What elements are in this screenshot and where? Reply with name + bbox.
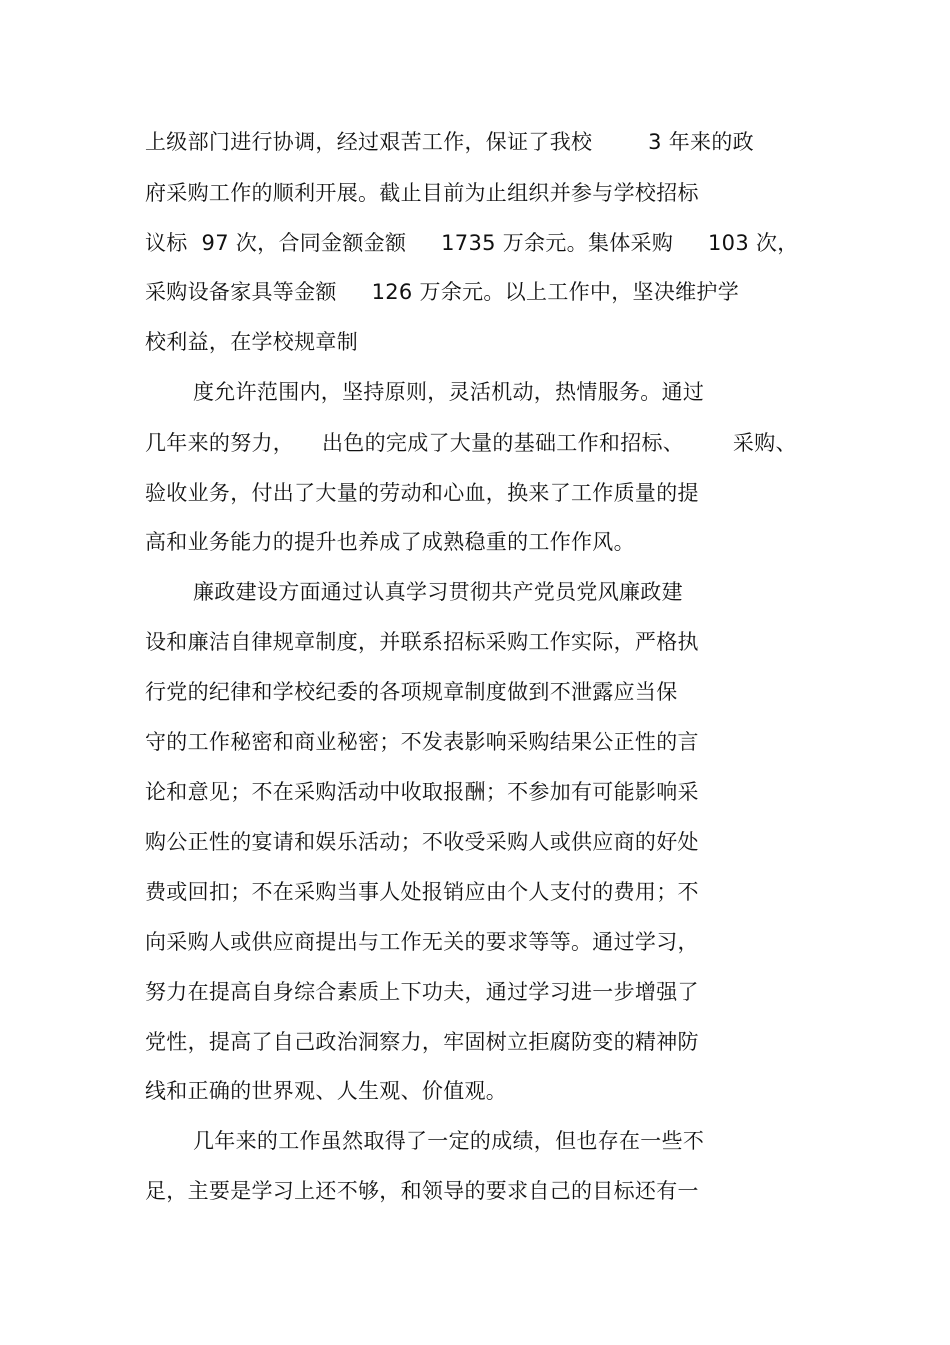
text-line: 党性，提高了自己政治洞察力，牢固树立拒腐防变的精神防: [145, 1030, 699, 1054]
text-line: 几年来的努力， 出色的完成了大量的基础工作和招标、 采购、: [145, 431, 797, 455]
text-line: 验收业务，付出了大量的劳动和心血，换来了工作质量的提: [145, 481, 699, 505]
text-line: 购公正性的宴请和娱乐活动；不收受采购人或供应商的好处: [145, 830, 699, 854]
text-line: 高和业务能力的提升也养成了成熟稳重的工作作风。: [145, 530, 635, 554]
text-line: 府采购工作的顺利开展。截止目前为止组织并参与学校招标: [145, 181, 699, 205]
text-line: 议标 97 次，合同金额金额 1735 万余元。集体采购 103 次，: [145, 231, 799, 255]
text-line: 上级部门进行协调，经过艰苦工作，保证了我校 3 年来的政: [145, 130, 754, 154]
text-line: 行党的纪律和学校纪委的各项规章制度做到不泄露应当保: [145, 680, 678, 704]
text-line: 采购设备家具等金额 126 万余元。以上工作中，坚决维护学: [145, 280, 740, 304]
text-line: 守的工作秘密和商业秘密；不发表影响采购结果公正性的言: [145, 730, 699, 754]
paragraph-start-line: 度允许范围内，坚持原则，灵活机动，热情服务。通过: [193, 380, 705, 404]
text-line: 线和正确的世界观、人生观、价值观。: [145, 1079, 508, 1103]
text-line: 校利益，在学校规章制: [145, 330, 358, 354]
text-line: 足，主要是学习上还不够，和领导的要求自己的目标还有一: [145, 1179, 699, 1203]
text-line: 论和意见；不在采购活动中收取报酬；不参加有可能影响采: [145, 780, 699, 804]
text-line: 努力在提高自身综合素质上下功夫，通过学习进一步增强了: [145, 980, 699, 1004]
text-line: 设和廉洁自律规章制度，并联系招标采购工作实际，严格执: [145, 630, 699, 654]
text-line: 向采购人或供应商提出与工作无关的要求等等。通过学习，: [145, 930, 699, 954]
paragraph-start-line: 廉政建设方面通过认真学习贯彻共产党员党风廉政建: [193, 580, 683, 604]
paragraph-start-line: 几年来的工作虽然取得了一定的成绩，但也存在一些不: [193, 1129, 705, 1153]
text-line: 费或回扣；不在采购当事人处报销应由个人支付的费用；不: [145, 880, 699, 904]
